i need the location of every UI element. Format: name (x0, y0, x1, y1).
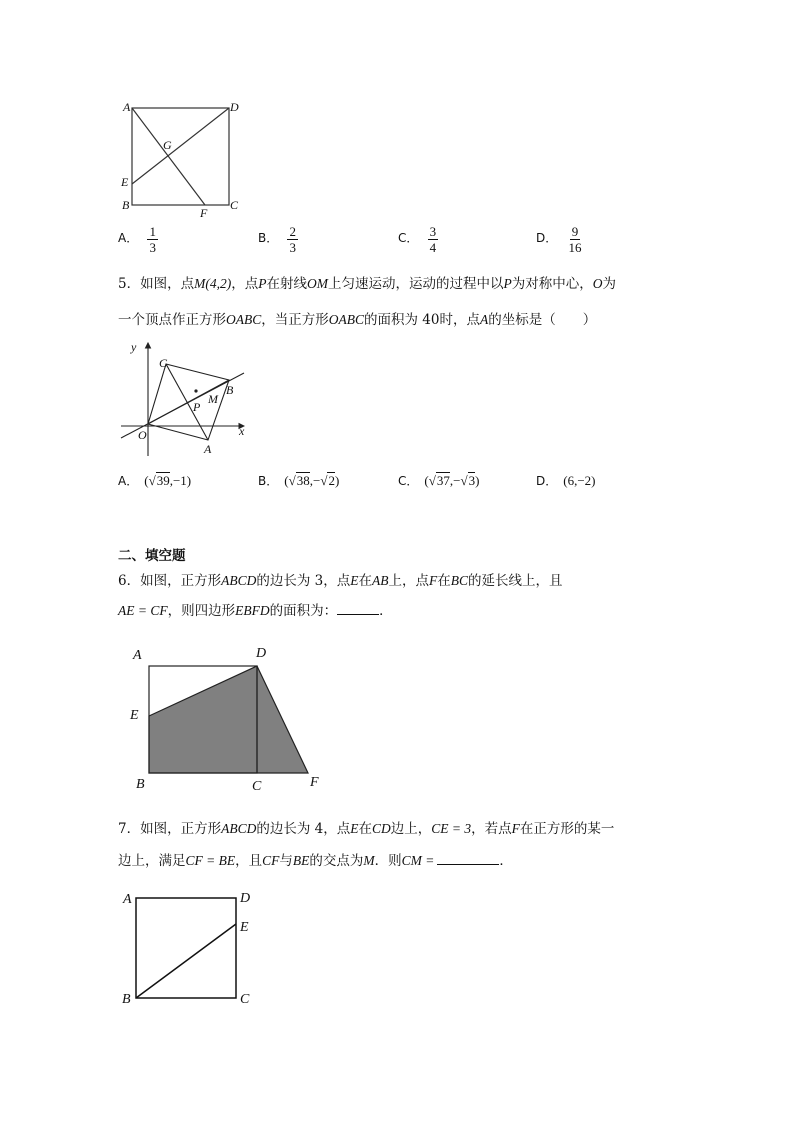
fraction: $\frac{3}{4}$ (429, 224, 437, 255)
q7-label-A: A (123, 892, 132, 907)
q7-line-2: 边上，满足CF = BE，且CF与BE的交点为M．则CM = ． (118, 853, 513, 869)
answer-blank[interactable] (337, 614, 379, 615)
q5-label-x: x (239, 424, 245, 438)
answer-blank[interactable] (437, 864, 499, 865)
q4-label-A: A (123, 100, 131, 114)
q5-line-2: 一个顶点作正方形OABC，当正方形OABC的面积为 40时，点A的坐标是（ ） (118, 312, 597, 328)
q4-label-E: E (121, 175, 129, 189)
q5-label-A: A (204, 442, 212, 456)
q4-label-C: C (230, 198, 239, 212)
q7-label-D: D (240, 891, 251, 906)
q6-square-diagram (128, 644, 328, 794)
q6-label-F: F (310, 775, 319, 790)
fraction: $\frac{1}{3}$ (149, 224, 156, 255)
q7-line-1: 7．如图，正方形ABCD的边长为 4，点E在CD边上，CE = 3，若点F在正方形的某一 (118, 821, 615, 837)
q7-label-E: E (240, 920, 249, 935)
q7-label-C: C (240, 992, 250, 1007)
q7-figure (118, 886, 268, 1012)
q6-label-D: D (256, 646, 267, 661)
q4-label-G: G (163, 138, 172, 152)
q4-option-d[interactable]: D． $\frac{9}{16}$ (536, 224, 582, 255)
q6-line-2: AE = CF，则四边形EBFD的面积为： ． (118, 603, 393, 619)
fraction: $\frac{9}{16}$ (568, 224, 582, 255)
q5-label-M: M (208, 392, 218, 406)
q4-option-b[interactable]: B． $\frac{2}{3}$ (258, 224, 296, 255)
q4-option-a[interactable]: A． $\frac{1}{3}$ (118, 224, 156, 255)
q4-figure (112, 96, 252, 222)
q5-label-P: P (193, 400, 201, 414)
q7-label-B: B (122, 992, 131, 1007)
q5-option-a[interactable]: A． (√39,−1) (118, 473, 192, 488)
q5-figure (116, 338, 256, 460)
q6-figure (128, 644, 328, 794)
q5-option-c[interactable]: C． (√37,−√3) (398, 473, 480, 488)
q5-option-b[interactable]: B． (√38,−√2) (258, 473, 340, 488)
q5-label-O: O (138, 428, 147, 442)
q4-option-c[interactable]: C． $\frac{3}{4}$ (398, 224, 437, 255)
q4-label-B: B (122, 198, 130, 212)
q5-label-y: y (131, 340, 137, 354)
q6-label-B: B (136, 777, 145, 792)
q6-label-A: A (133, 648, 142, 663)
q5-coordinate-diagram (116, 338, 256, 460)
q5-label-C: C (159, 356, 168, 370)
q4-label-D: D (230, 100, 239, 114)
q5-line-1: 5．如图，点M(4,2)，点P在射线OM上匀速运动，运动的过程中以P为对称中心，O为 (118, 276, 616, 292)
q5-option-d[interactable]: D． (6,−2) (536, 473, 596, 488)
q6-line-1: 6．如图，正方形ABCD的边长为 3，点E在AB上，点F在BC的延长线上，且 (118, 573, 563, 589)
q6-label-E: E (130, 708, 139, 723)
fraction: $\frac{2}{3}$ (289, 224, 296, 255)
q5-label-B: B (226, 383, 234, 397)
q6-label-C: C (252, 779, 262, 794)
q4-label-F: F (200, 206, 208, 220)
section-heading: 二、填空题 (118, 548, 186, 564)
